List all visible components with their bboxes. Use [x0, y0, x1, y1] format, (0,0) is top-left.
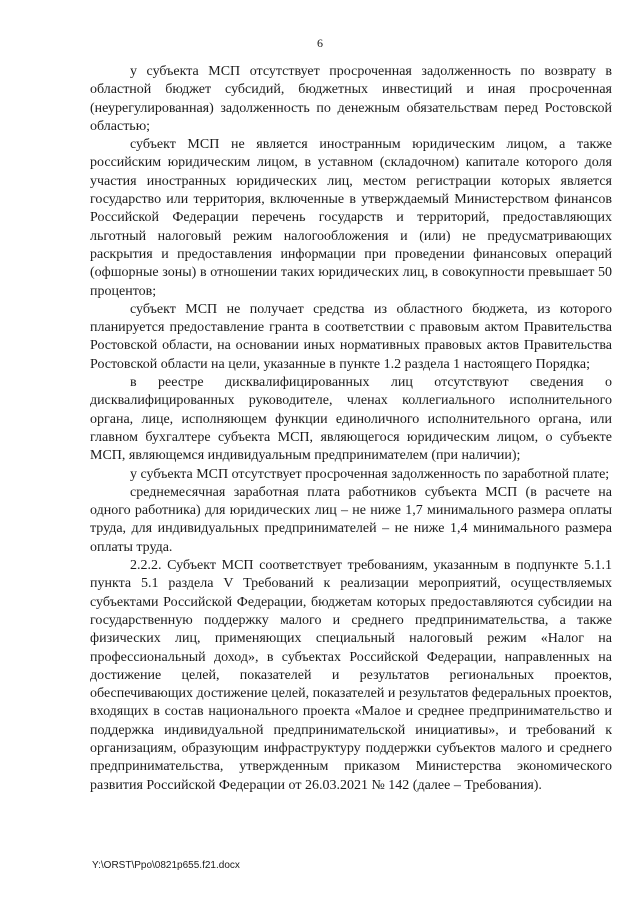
paragraph-regional-funds: субъект МСП не получает средства из областного бюджета, из которого планируется предоставление гранта в соответствии с правовым актом Правительства Ростовской области, на основании иных нормативных правовых актов Правительства Ростовской области на цели, указанные в пункте 1.2 раздела 1 настоящего Порядка;	[90, 301, 612, 372]
file-path-footer: Y:\ORST\Ppo\0821p655.f21.docx	[92, 860, 240, 871]
paragraph-requirements-2-2-2: 2.2.2. Субъект МСП соответствует требованиям, указанным в подпункте 5.1.1 пункта 5.1 раздела V Требований к реализации мероприятий, осуществляемых субъектами Российской Федерации, бюджетам которых предоставляются субсидии на государственную поддержку малого и среднего предпринимательства, а также физических лиц, применяющих специальный налоговый режим «Налог на профессиональный доход», в субъектах Российской Федерации, направленных на достижение целей, показателей и результатов региональных проектов, обеспечивающих достижение целей, показателей и результатов федеральных проектов, входящих в состав национального проекта «Малое и среднее предпринимательство и поддержка индивидуальной предпринимательской инициативы», и требований к организациям, образующим инфраструктуру поддержки субъектов малого и среднего предпринимательства, утвержденным приказом Министерства экономического развития Российской Федерации от 26.03.2021 № 142 (далее – Требования).	[90, 558, 612, 793]
paragraph-average-salary: среднемесячная заработная плата работников субъекта МСП (в расчете на одного работника) для юридических лиц – не ниже 1,7 минимального размера оплаты труда, для индивидуальных предпринимателей – не ниже 1,4 минимального размера оплаты труда.	[90, 484, 612, 555]
paragraph-salary-debt: у субъекта МСП отсутствует просроченная задолженность по заработной плате;	[130, 466, 610, 482]
paragraph-budget-debt: у субъекта МСП отсутствует просроченная задолженность по возврату в областной бюджет субсидий, бюджетных инвестиций и иная просроченная (неурегулированная) задолженность по денежным обязательствам перед Ростовской областью;	[90, 64, 612, 134]
document-body	[90, 63, 612, 795]
paragraph-foreign-entity: субъект МСП не является иностранным юридическим лицом, а также российским юридическим лицом, в уставном (складочном) капитале которого доля участия иностранных юридических лиц, местом регистрации которых является государство или территория, включенные в утверждаемый Министерством финансов Российской Федерации перечень государств и территорий, предоставляющих льготный налоговый режим налогообложения и (или) не предусматривающих раскрытия и предоставления информации при проведении финансовых операций (офшорные зоны) в отношении таких юридических лиц, в совокупности превышает 50 процентов;	[90, 137, 612, 299]
page-number: 6	[317, 36, 323, 50]
paragraph-disqualified-persons: в реестре дисквалифицированных лиц отсутствуют сведения о дисквалифицированных руководителе, членах коллегиального исполнительного органа, лице, исполняющем функции единоличного исполнительного органа, или главном бухгалтере субъекта МСП, являющегося юридическим лицом, о субъекте МСП, являющемся индивидуальным предпринимателем (при наличии);	[90, 375, 612, 464]
